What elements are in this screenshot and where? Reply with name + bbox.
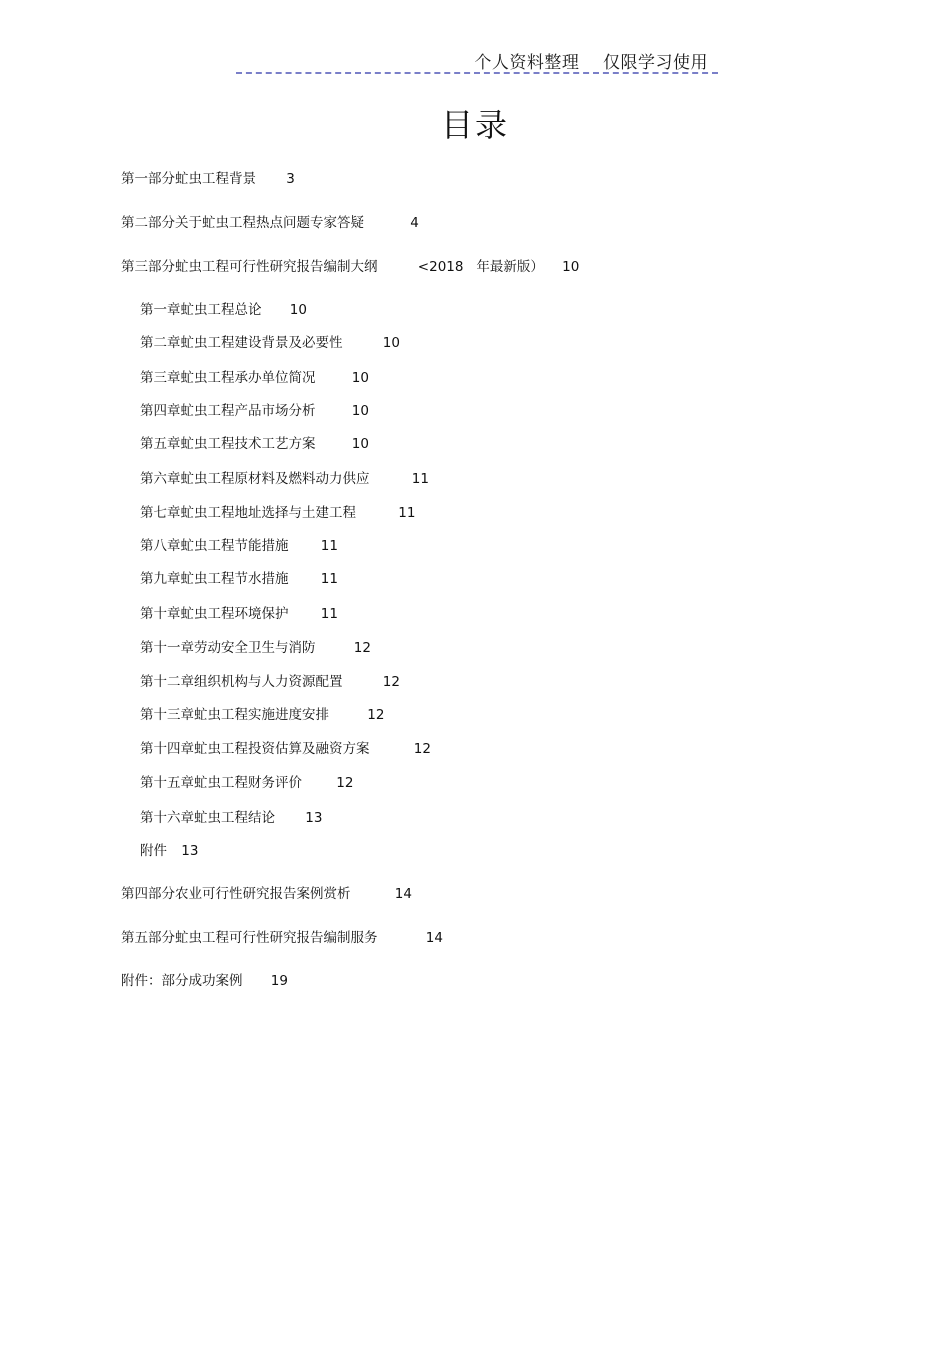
toc-entry-page: 12 <box>382 674 400 690</box>
toc-entry-label: 第五部分虻虫工程可行性研究报告编制服务 <box>121 930 378 946</box>
toc-entry-label: 第十章虻虫工程环境保护 <box>140 606 289 622</box>
toc-entry-label: 附件：部分成功案例 <box>121 973 243 989</box>
toc-entry-page: 14 <box>425 930 443 946</box>
toc-entry-part5[interactable] <box>121 929 443 947</box>
toc-entry-label: 第十五章虻虫工程财务评价 <box>140 775 302 791</box>
toc-entry-label: 第四章虻虫工程产品市场分析 <box>140 403 316 419</box>
toc-entry-label: 第三部分虻虫工程可行性研究报告编制大纲 <box>121 259 378 275</box>
toc-entry-page: 10 <box>382 335 400 351</box>
toc-entry-page: 11 <box>320 606 338 622</box>
toc-entry-page: 11 <box>398 505 416 521</box>
toc-entry-part3[interactable] <box>121 258 579 276</box>
toc-entry-part1[interactable] <box>121 170 295 188</box>
toc-entry-label: 第二部分关于虻虫工程热点问题专家答疑 <box>121 215 364 231</box>
toc-entry-page: 12 <box>353 640 371 656</box>
toc-entry-page: 19 <box>270 973 288 989</box>
toc-entry-page: 12 <box>413 741 431 757</box>
toc-entry-ch10[interactable] <box>140 605 338 623</box>
toc-entry-label: 第三章虻虫工程承办单位简况 <box>140 370 316 386</box>
toc-entry-label: 第十四章虻虫工程投资估算及融资方案 <box>140 741 370 757</box>
toc-entry-label: 第十六章虻虫工程结论 <box>140 810 275 826</box>
toc-entry-ch9[interactable] <box>140 570 338 588</box>
toc-entry-label: 第十一章劳动安全卫生与消防 <box>140 640 316 656</box>
toc-entry-ch13[interactable] <box>140 706 384 724</box>
toc-entry-label-suffix: <2018 年最新版） <box>417 259 544 275</box>
header-text: 个人资料整理 仅限学习使用 <box>474 53 708 73</box>
toc-entry-appendix-cases[interactable] <box>121 972 288 990</box>
toc-entry-page: 4 <box>410 215 419 231</box>
toc-entry-label: 第十二章组织机构与人力资源配置 <box>140 674 343 690</box>
toc-entry-label: 第八章虻虫工程节能措施 <box>140 538 289 554</box>
toc-entry-ch5[interactable] <box>140 435 369 453</box>
toc-entry-page: 10 <box>351 403 369 419</box>
toc-entry-label: 附件 <box>140 843 167 859</box>
toc-entry-ch3[interactable] <box>140 369 369 387</box>
toc-entry-page: 11 <box>320 538 338 554</box>
toc-entry-part2[interactable] <box>121 214 419 232</box>
toc-entry-ch8[interactable] <box>140 537 338 555</box>
toc-entry-ch2[interactable] <box>140 334 400 352</box>
toc-entry-page: 11 <box>320 571 338 587</box>
toc-entry-label: 第六章虻虫工程原材料及燃料动力供应 <box>140 471 370 487</box>
toc-entry-label: 第七章虻虫工程地址选择与土建工程 <box>140 505 356 521</box>
toc-entry-label: 第一章虻虫工程总论 <box>140 302 262 318</box>
toc-entry-page: 11 <box>411 471 429 487</box>
toc-entry-label: 第十三章虻虫工程实施进度安排 <box>140 707 329 723</box>
toc-entry-ch14[interactable] <box>140 740 431 758</box>
toc-entry-label: 第五章虻虫工程技术工艺方案 <box>140 436 316 452</box>
toc-entry-page: 12 <box>336 775 354 791</box>
toc-entry-ch16[interactable] <box>140 809 322 827</box>
toc-entry-label: 第二章虻虫工程建设背景及必要性 <box>140 335 343 351</box>
toc-entry-page: 10 <box>351 370 369 386</box>
toc-entry-label: 第一部分虻虫工程背景 <box>121 171 256 187</box>
toc-entry-page: 3 <box>286 171 295 187</box>
toc-entry-page: 10 <box>289 302 307 318</box>
toc-entry-page: 10 <box>562 259 580 275</box>
toc-entry-page: 14 <box>394 886 412 902</box>
toc-entry-ch6[interactable] <box>140 470 429 488</box>
toc-entry-ch7[interactable] <box>140 504 415 522</box>
toc-entry-page: 10 <box>351 436 369 452</box>
toc-entry-ch4[interactable] <box>140 402 369 420</box>
toc-entry-label: 第四部分农业可行性研究报告案例赏析 <box>121 886 351 902</box>
toc-entry-ch1[interactable] <box>140 301 307 319</box>
toc-entry-ch11[interactable] <box>140 639 371 657</box>
toc-entry-part4[interactable] <box>121 885 412 903</box>
toc-entry-appendix[interactable] <box>140 842 198 860</box>
toc-entry-label: 第九章虻虫工程节水措施 <box>140 571 289 587</box>
page-title: 目录 <box>440 106 509 144</box>
toc-entry-ch12[interactable] <box>140 673 400 691</box>
toc-entry-page: 13 <box>305 810 323 826</box>
toc-entry-page: 12 <box>367 707 385 723</box>
toc-entry-ch15[interactable] <box>140 774 353 792</box>
toc-entry-page: 13 <box>181 843 199 859</box>
